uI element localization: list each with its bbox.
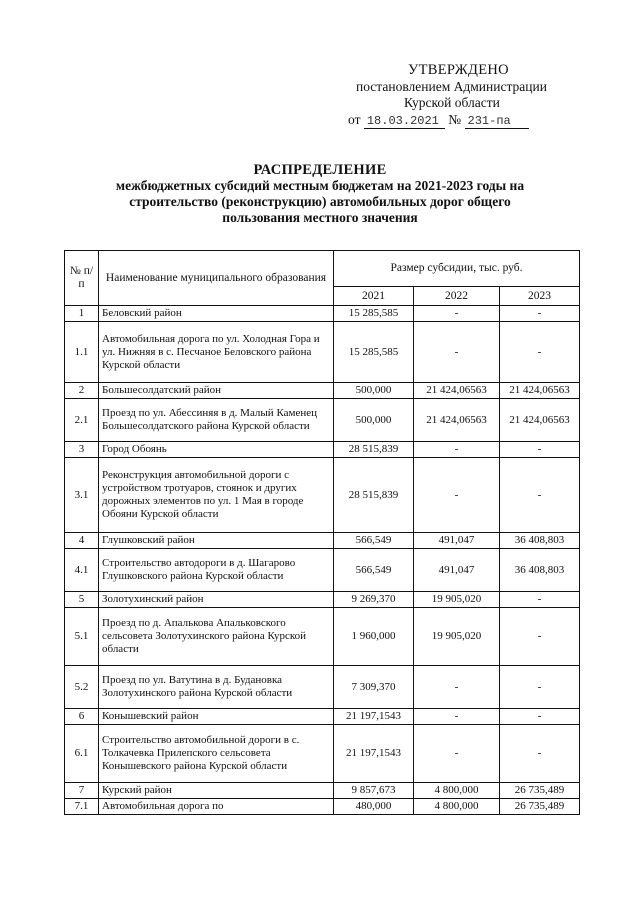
row-value-2023: -: [500, 608, 580, 666]
row-number: 7: [65, 783, 99, 799]
row-number: 2: [65, 383, 99, 399]
row-value-2022: 19 905,020: [414, 608, 500, 666]
table-row: [65, 783, 580, 799]
approval-date: 18.03.2021: [364, 114, 445, 129]
row-value-2023: -: [500, 666, 580, 709]
row-value-2022: -: [414, 306, 500, 322]
row-value-2021: 15 285,585: [334, 322, 414, 383]
row-name: Большесолдатский район: [99, 383, 334, 399]
row-value-2023: 26 735,489: [500, 783, 580, 799]
row-name: Конышевский район: [99, 709, 334, 725]
table-row: [65, 608, 580, 666]
table-row: [65, 383, 580, 399]
row-value-2021: 15 285,585: [334, 306, 414, 322]
table-row: [65, 592, 580, 608]
row-value-2023: -: [500, 458, 580, 533]
approval-block: [330, 62, 580, 129]
row-value-2023: -: [500, 442, 580, 458]
row-value-2021: 480,000: [334, 799, 414, 815]
row-value-2022: -: [414, 666, 500, 709]
table-row: [65, 799, 580, 815]
table-row: [65, 458, 580, 533]
row-value-2022: -: [414, 725, 500, 783]
approval-region: Курской области: [404, 95, 500, 110]
row-name: Беловский район: [99, 306, 334, 322]
row-value-2021: 9 269,370: [334, 592, 414, 608]
document-subtitle-line-2: строительство (реконструкцию) автомобильных дорог общего: [129, 194, 511, 209]
row-value-2023: 26 735,489: [500, 799, 580, 815]
row-number: 2.1: [65, 399, 99, 442]
header-num: № п/п: [65, 251, 99, 306]
row-number: 3: [65, 442, 99, 458]
row-name: Золотухинский район: [99, 592, 334, 608]
row-number: 3.1: [65, 458, 99, 533]
row-number: 5: [65, 592, 99, 608]
row-number: 1.1: [65, 322, 99, 383]
row-value-2022: -: [414, 442, 500, 458]
table-row: [65, 442, 580, 458]
row-value-2023: 21 424,06563: [500, 399, 580, 442]
row-value-2022: 491,047: [414, 549, 500, 592]
row-number: 6: [65, 709, 99, 725]
row-value-2021: 566,549: [334, 533, 414, 549]
row-value-2023: 36 408,803: [500, 549, 580, 592]
approval-date-number: [330, 112, 580, 130]
table-row: [65, 725, 580, 783]
row-number: 1: [65, 306, 99, 322]
row-name: Автомобильная дорога по ул. Холодная Гора и ул. Нижняя в с. Песчаное Беловского района Курской области: [99, 322, 334, 383]
document-heading: [60, 162, 580, 226]
row-value-2023: 21 424,06563: [500, 383, 580, 399]
document-subtitle-line-1: межбюджетных субсидий местным бюджетам на 2021-2023 годы на: [115, 178, 525, 193]
table-row: [65, 666, 580, 709]
header-year-2023: 2023: [500, 287, 580, 306]
header-amount: Размер субсидии, тыс. руб.: [334, 251, 580, 287]
row-value-2022: 19 905,020: [414, 592, 500, 608]
row-number: 5.1: [65, 608, 99, 666]
approval-number: 231-па: [465, 114, 529, 129]
row-number: 4.1: [65, 549, 99, 592]
row-value-2021: 28 515,839: [334, 458, 414, 533]
row-name: Реконструкция автомобильной дороги с устройством тротуаров, стоянок и других дорожных элементов по ул. 1 Мая в городе Обояни Курской области: [99, 458, 334, 533]
row-name: Строительство автомобильной дороги в с. Толкачевка Прилепского сельсовета Конышевского района Курской области: [99, 725, 334, 783]
row-number: 7.1: [65, 799, 99, 815]
row-name: Город Обоянь: [99, 442, 334, 458]
row-value-2022: 491,047: [414, 533, 500, 549]
table-row: [65, 399, 580, 442]
row-value-2021: 21 197,1543: [334, 709, 414, 725]
row-name: Автомобильная дорога по: [99, 799, 334, 815]
row-value-2022: -: [414, 322, 500, 383]
row-value-2021: 566,549: [334, 549, 414, 592]
approval-authority: постановлением Администрации: [356, 78, 547, 94]
row-value-2022: 21 424,06563: [414, 399, 500, 442]
row-name: Глушковский район: [99, 533, 334, 549]
row-value-2021: 28 515,839: [334, 442, 414, 458]
approval-from-label: от: [348, 111, 361, 127]
row-value-2021: 500,000: [334, 383, 414, 399]
row-name: Строительство автодороги в д. Шагарово Глушковского района Курской области: [99, 549, 334, 592]
table-row: [65, 533, 580, 549]
row-value-2021: 500,000: [334, 399, 414, 442]
table-row: [65, 306, 580, 322]
row-value-2023: 36 408,803: [500, 533, 580, 549]
table-row: [65, 709, 580, 725]
row-value-2021: 9 857,673: [334, 783, 414, 799]
row-value-2022: 21 424,06563: [414, 383, 500, 399]
row-value-2022: 4 800,000: [414, 783, 500, 799]
row-value-2023: -: [500, 725, 580, 783]
header-year-2022: 2022: [414, 287, 500, 306]
header-year-2021: 2021: [334, 287, 414, 306]
row-value-2023: -: [500, 306, 580, 322]
row-value-2023: -: [500, 592, 580, 608]
row-value-2022: -: [414, 709, 500, 725]
row-number: 5.2: [65, 666, 99, 709]
row-name: Проезд по д. Апалькова Апальковского сельсовета Золотухинского района Курской области: [99, 608, 334, 666]
approval-word: УТВЕРЖДЕНО: [408, 62, 509, 78]
table-row: [65, 549, 580, 592]
row-number: 4: [65, 533, 99, 549]
approval-number-sign: №: [448, 111, 462, 127]
row-number: 6.1: [65, 725, 99, 783]
header-name: Наименование муниципального образования: [99, 251, 334, 306]
document-title: РАСПРЕДЕЛЕНИЕ: [253, 162, 387, 178]
row-value-2022: 4 800,000: [414, 799, 500, 815]
subsidy-table: [64, 250, 580, 815]
row-value-2023: -: [500, 322, 580, 383]
row-name: Проезд по ул. Абессиняя в д. Малый Каменец Большесолдатского района Курской области: [99, 399, 334, 442]
row-value-2022: -: [414, 458, 500, 533]
row-value-2021: 1 960,000: [334, 608, 414, 666]
row-name: Проезд по ул. Ватутина в д. Будановка Золотухинского района Курской области: [99, 666, 334, 709]
row-value-2023: -: [500, 709, 580, 725]
table-row: [65, 322, 580, 383]
row-name: Курский район: [99, 783, 334, 799]
document-subtitle-line-3: пользования местного значения: [222, 210, 418, 225]
row-value-2021: 7 309,370: [334, 666, 414, 709]
row-value-2021: 21 197,1543: [334, 725, 414, 783]
